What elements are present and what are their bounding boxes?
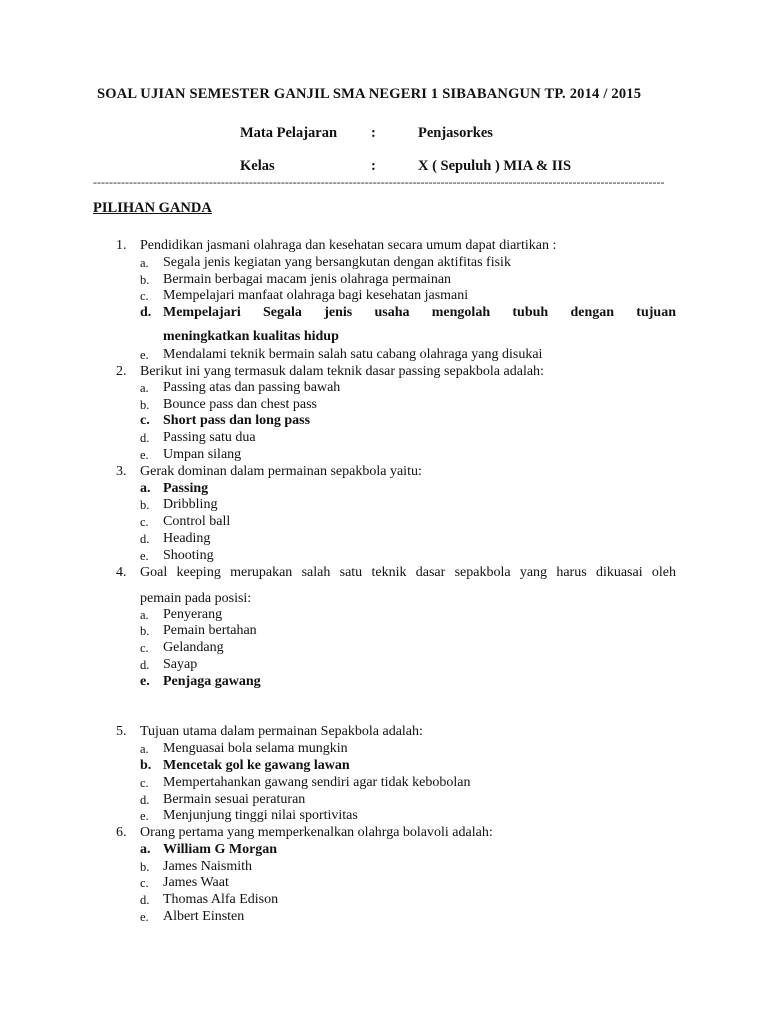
option-text: Penyerang (163, 607, 223, 622)
option-letter: a. (140, 481, 151, 496)
option-text: Short pass dan long pass (163, 413, 311, 428)
option-letter: b. (140, 860, 150, 874)
question-number: 3. (116, 464, 127, 479)
question-stem: Berikut ini yang termasuk dalam teknik dasar passing sepakbola adalah: (140, 364, 544, 379)
class-separator: : (371, 158, 376, 174)
option-text: Control ball (163, 514, 231, 529)
question-stem: Goal keeping merupakan salah satu teknik dasar sepakbola yang harus dikuasai oleh (140, 565, 676, 580)
option-text: Bounce pass dan chest pass (163, 397, 317, 412)
option-text: Menguasai bola selama mungkin (163, 741, 348, 756)
option-text-continued: meningkatkan kualitas hidup (163, 329, 339, 344)
question-stem: Pendidikan jasmani olahraga dan kesehatan secara umum dapat diartikan : (140, 238, 557, 253)
option-text: Segala jenis kegiatan yang bersangkutan dengan aktifitas fisik (163, 255, 511, 270)
option-text: James Naismith (163, 859, 253, 874)
option-letter: e. (140, 910, 149, 924)
question-number: 2. (116, 364, 127, 379)
option-text: James Waat (163, 875, 229, 890)
option-text: Mempelajari Segala jenis usaha mengolah tubuh dengan tujuan (163, 305, 676, 320)
option-letter: a. (140, 381, 149, 395)
option-letter: c. (140, 641, 149, 655)
option-letter: b. (140, 273, 150, 287)
subject-separator: : (371, 125, 376, 141)
option-text: Mempelajari manfaat olahraga bagi kesehatan jasmani (163, 288, 469, 303)
option-letter: b. (140, 624, 150, 638)
option-text: Penjaga gawang (163, 674, 261, 689)
option-text: Heading (163, 531, 211, 546)
question-number: 5. (116, 724, 127, 739)
option-text: Mendalami teknik bermain salah satu cabang olahraga yang disukai (163, 347, 543, 362)
option-letter: e. (140, 809, 149, 823)
class-value: X ( Sepuluh ) MIA & IIS (418, 158, 572, 174)
option-letter: a. (140, 742, 149, 756)
question-stem: Tujuan utama dalam permainan Sepakbola adalah: (140, 724, 423, 739)
option-letter: c. (140, 413, 150, 428)
option-letter: a. (140, 842, 151, 857)
option-text: Passing (163, 481, 209, 496)
option-text: Bermain sesuai peraturan (163, 792, 306, 807)
option-letter: e. (140, 549, 149, 563)
option-text: Passing satu dua (163, 430, 256, 445)
option-text: Sayap (163, 657, 198, 672)
option-letter: b. (140, 758, 152, 773)
option-letter: b. (140, 498, 150, 512)
option-letter: b. (140, 398, 150, 412)
option-text: Menjunjung tinggi nilai sportivitas (163, 808, 358, 823)
question-stem: Gerak dominan dalam permainan sepakbola yaitu: (140, 464, 422, 479)
option-letter: c. (140, 515, 149, 529)
question-number: 4. (116, 565, 127, 580)
subject-label: Mata Pelajaran (240, 125, 338, 141)
option-text: Pemain bertahan (163, 623, 257, 638)
question-number: 6. (116, 825, 127, 840)
option-text: Passing atas dan passing bawah (163, 380, 341, 395)
subject-value: Penjasorkes (418, 125, 493, 141)
class-row (240, 158, 571, 175)
option-letter: c. (140, 876, 149, 890)
option-text: Gelandang (163, 640, 224, 655)
option-text: Dribbling (163, 497, 218, 512)
option-text: William G Morgan (163, 842, 278, 857)
option-letter: c. (140, 289, 149, 303)
class-label: Kelas (240, 158, 275, 174)
option-letter: d. (140, 305, 152, 320)
exam-title: SOAL UJIAN SEMESTER GANJIL SMA NEGERI 1 SIBABANGUN TP. 2014 / 2015 (97, 86, 642, 102)
option-letter: a. (140, 256, 149, 270)
option-text: Thomas Alfa Edison (163, 892, 279, 907)
question-number: 1. (116, 238, 127, 253)
option-text: Mencetak gol ke gawang lawan (163, 758, 350, 773)
option-letter: d. (140, 658, 150, 672)
subject-row (240, 125, 493, 142)
option-letter: e. (140, 348, 149, 362)
section-title: PILIHAN GANDA (93, 200, 212, 216)
option-text: Shooting (163, 548, 214, 563)
option-letter: d. (140, 532, 150, 546)
option-text: Albert Einsten (163, 909, 245, 924)
question-stem-continued: pemain pada posisi: (140, 591, 252, 606)
option-text: Umpan silang (163, 447, 242, 462)
option-text: Bermain berbagai macam jenis olahraga permainan (163, 272, 452, 287)
option-letter: d. (140, 793, 150, 807)
option-letter: a. (140, 608, 149, 622)
dashed-divider: ----------------------------------------------------------------------------------------------------------------------------------------------- (93, 176, 665, 188)
question-stem: Orang pertama yang memperkenalkan olahrga bolavoli adalah: (140, 825, 493, 840)
option-letter: d. (140, 431, 150, 445)
option-letter: d. (140, 893, 150, 907)
option-text: Mempertahankan gawang sendiri agar tidak kebobolan (163, 775, 471, 790)
option-letter: e. (140, 674, 150, 689)
option-letter: e. (140, 448, 149, 462)
option-letter: c. (140, 776, 149, 790)
